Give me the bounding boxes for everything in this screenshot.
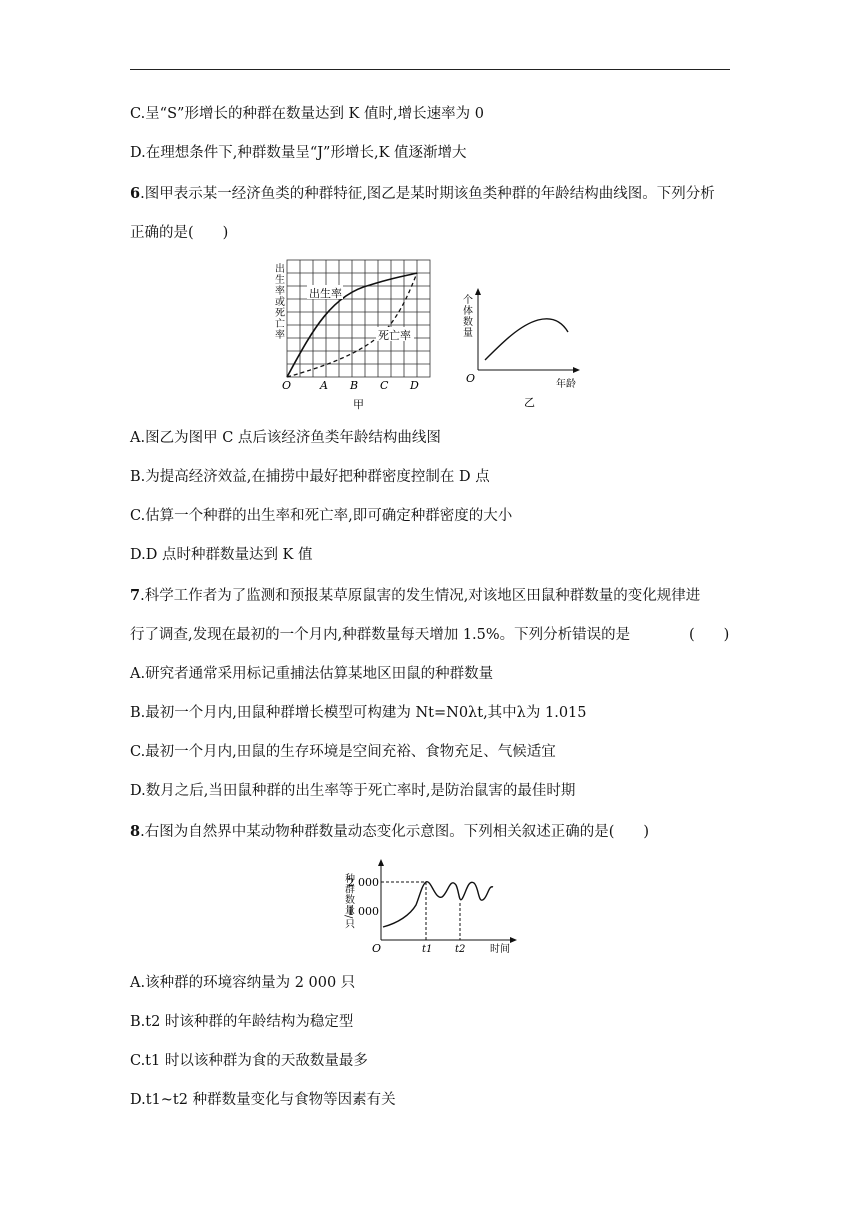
q8-figure: [338, 855, 523, 960]
q8-y-tick-1000: 1 000: [347, 905, 379, 918]
q6-figure-jia: [270, 255, 445, 415]
q8-option-d: D.t1~t2 种群数量变化与食物等因素有关: [130, 1092, 396, 1108]
q6-yi-y-label: 个体数量: [460, 294, 472, 338]
q8-option-c: C.t1 时以该种群为食的天敌数量最多: [130, 1053, 368, 1069]
q6-option-d: D.D 点时种群数量达到 K 值: [130, 547, 313, 563]
q6-stem-text: .图甲表示某一经济鱼类的种群特征,图乙是某时期该鱼类种群的年龄结构曲线图。下列分析: [140, 186, 715, 202]
q6-number: 6: [130, 185, 141, 202]
q7-option-c: C.最初一个月内,田鼠的生存环境是空间充裕、食物充足、气候适宜: [130, 744, 556, 760]
q6-jia-y-label: 出生率或死亡率: [272, 263, 284, 340]
q8-y-tick-2000: 2 000: [347, 876, 379, 889]
q7-option-b: B.最初一个月内,田鼠种群增长模型可构建为 Nt=N0λt,其中λ为 1.015: [130, 705, 587, 721]
q6-jia-origin: O: [282, 379, 292, 392]
q6-option-c: C.估算一个种群的出生率和死亡率,即可确定种群密度的大小: [130, 508, 513, 524]
q6-stem-line1: [130, 184, 715, 204]
q6-figure-yi: [458, 280, 588, 410]
q6-jia-grid: [287, 260, 430, 377]
q6-option-b: B.为提高经济效益,在捕捞中最好把种群密度控制在 D 点: [130, 469, 490, 485]
q7-stem-line1: [130, 586, 700, 606]
q5-option-d: D.在理想条件下,种群数量呈“J”形增长,K 值逐渐增大: [130, 145, 467, 161]
q8-stem-text: .右图为自然界中某动物种群数量动态变化示意图。下列相关叙述正确的是( ): [140, 824, 650, 840]
q8-population-curve: [383, 882, 493, 927]
q8-option-a: A.该种群的环境容纳量为 2 000 只: [130, 975, 356, 991]
q8-stem: [130, 822, 649, 842]
q7-stem-line2: 行了调查,发现在最初的一个月内,种群数量每天增加 1.5%。下列分析错误的是: [130, 627, 631, 643]
q6-death-label: 死亡率: [378, 329, 411, 342]
q8-option-b: B.t2 时该种群的年龄结构为稳定型: [130, 1014, 354, 1030]
q8-number: 8: [130, 823, 141, 840]
q8-y-label: 种群数量/只: [342, 873, 354, 930]
q8-x-label: 时间: [490, 944, 510, 955]
q8-x-tick-t2: t2: [455, 944, 466, 955]
q5-option-c: C.呈“S”形增长的种群在数量达到 K 值时,增长速率为 0: [130, 106, 484, 122]
q6-yi-caption: 乙: [524, 396, 535, 409]
header-rule: [130, 69, 730, 70]
q6-stem-line2: 正确的是( ): [130, 225, 229, 241]
q6-jia-tick-b: B: [350, 379, 359, 392]
q6-yi-x-label: 年龄: [556, 379, 576, 390]
q7-option-d: D.数月之后,当田鼠种群的出生率等于死亡率时,是防治鼠害的最佳时期: [130, 783, 576, 799]
q6-jia-tick-d: D: [410, 379, 419, 392]
q8-origin: O: [372, 942, 382, 955]
q6-birth-label: 出生率: [309, 287, 342, 300]
q6-yi-origin: O: [466, 372, 476, 385]
q7-number: 7: [130, 587, 141, 604]
q6-jia-tick-c: C: [380, 379, 389, 392]
q6-jia-tick-a: A: [320, 379, 328, 392]
q6-jia-caption: 甲: [353, 398, 364, 411]
q7-answer-paren: ( ): [689, 627, 730, 643]
q7-stem-text: .科学工作者为了监测和预报某草原鼠害的发生情况,对该地区田鼠种群数量的变化规律进: [140, 588, 701, 604]
q7-option-a: A.研究者通常采用标记重捕法估算某地区田鼠的种群数量: [130, 666, 494, 682]
q6-age-structure-curve: [485, 319, 568, 360]
q8-x-tick-t1: t1: [422, 944, 433, 955]
q6-option-a: A.图乙为图甲 C 点后该经济鱼类年龄结构曲线图: [130, 430, 441, 446]
